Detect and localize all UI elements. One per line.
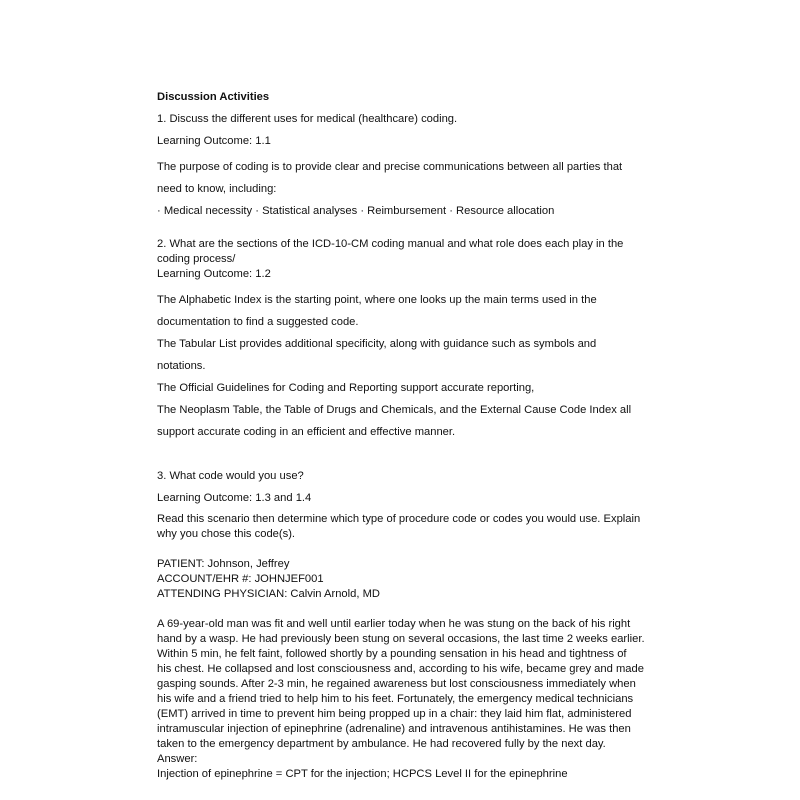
- question-1-uses-list: · Medical necessity · Statistical analyses · Reimbursement · Resource allocation: [157, 205, 555, 217]
- scenario-line: intramuscular injection of epinephrine (adrenaline) and intravenous antihistamines. He was then: [157, 723, 631, 735]
- answer-text: Injection of epinephrine = CPT for the injection; HCPCS Level II for the epinephrine: [157, 768, 568, 780]
- question-3-instructions-line-1: Read this scenario then determine which type of procedure code or codes you would use. Explain: [157, 513, 641, 525]
- question-2-tabular-list-line-2: notations.: [157, 360, 206, 372]
- question-1-section: [157, 112, 643, 222]
- scenario-line: hand by a wasp. He had previously been stung on several occasions, the last time 2 weeks earlier.: [157, 633, 645, 645]
- question-2-alphabetic-index-line-2: documentation to find a suggested code.: [157, 316, 359, 328]
- document-page: [157, 90, 643, 782]
- scenario-line: A 69-year-old man was fit and well until earlier today when he was stung on the back of his right: [157, 618, 631, 630]
- account-number: ACCOUNT/EHR #: JOHNJEF001: [157, 573, 324, 585]
- document-title: Discussion Activities: [157, 91, 270, 103]
- question-2-tabular-list-line-1: The Tabular List provides additional specificity, along with guidance such as symbols and: [157, 338, 597, 350]
- question-2-tables-line-2: support accurate coding in an efficient and effective manner.: [157, 426, 456, 438]
- scenario-line: gasping sounds. After 2-3 min, he regained awareness but lost consciousness immediately when: [157, 678, 636, 690]
- question-2-guidelines: The Official Guidelines for Coding and Reporting support accurate reporting,: [157, 382, 535, 394]
- scenario-line: taken to the emergency department by ambulance. He had recovered fully by the next day.: [157, 738, 606, 750]
- question-2-section: [157, 237, 643, 443]
- question-2-tables-line-1: The Neoplasm Table, the Table of Drugs and Chemicals, and the External Cause Code Index all: [157, 404, 632, 416]
- scenario-paragraph: [157, 617, 643, 752]
- question-2-text-line-1: 2. What are the sections of the ICD-10-CM coding manual and what role does each play in the: [157, 238, 624, 250]
- scenario-line: (EMT) arrived in time to prevent him being propped up in a chair: they laid him flat, administered: [157, 708, 632, 720]
- question-2-outcome: Learning Outcome: 1.2: [157, 268, 271, 280]
- question-1-answer-line-1: The purpose of coding is to provide clear and precise communications between all parties that: [157, 161, 623, 173]
- attending-physician: ATTENDING PHYSICIAN: Calvin Arnold, MD: [157, 588, 380, 600]
- question-2-alphabetic-index-line-1: The Alphabetic Index is the starting point, where one looks up the main terms used in the: [157, 294, 597, 306]
- scenario-line: his chest. He collapsed and lost consciousness and, according to his wife, became grey and made: [157, 663, 644, 675]
- question-3-section: [157, 465, 643, 782]
- answer-label: Answer:: [157, 753, 198, 765]
- question-2-text-line-2: coding process/: [157, 253, 236, 265]
- question-3-outcome: Learning Outcome: 1.3 and 1.4: [157, 492, 312, 504]
- question-3-instructions-line-2: why you chose this code(s).: [157, 528, 296, 540]
- scenario-line: Within 5 min, he felt faint, followed shortly by a pounding sensation in his head and tightness of: [157, 648, 627, 660]
- question-1-outcome: Learning Outcome: 1.1: [157, 135, 271, 147]
- scenario-line: his wife and a friend tried to help him to his feet. Fortunately, the emergency medical technicians: [157, 693, 634, 705]
- patient-name: PATIENT: Johnson, Jeffrey: [157, 558, 290, 570]
- question-3-text: 3. What code would you use?: [157, 470, 304, 482]
- question-1-text: 1. Discuss the different uses for medical (healthcare) coding.: [157, 113, 458, 125]
- question-1-answer-line-2: need to know, including:: [157, 183, 277, 195]
